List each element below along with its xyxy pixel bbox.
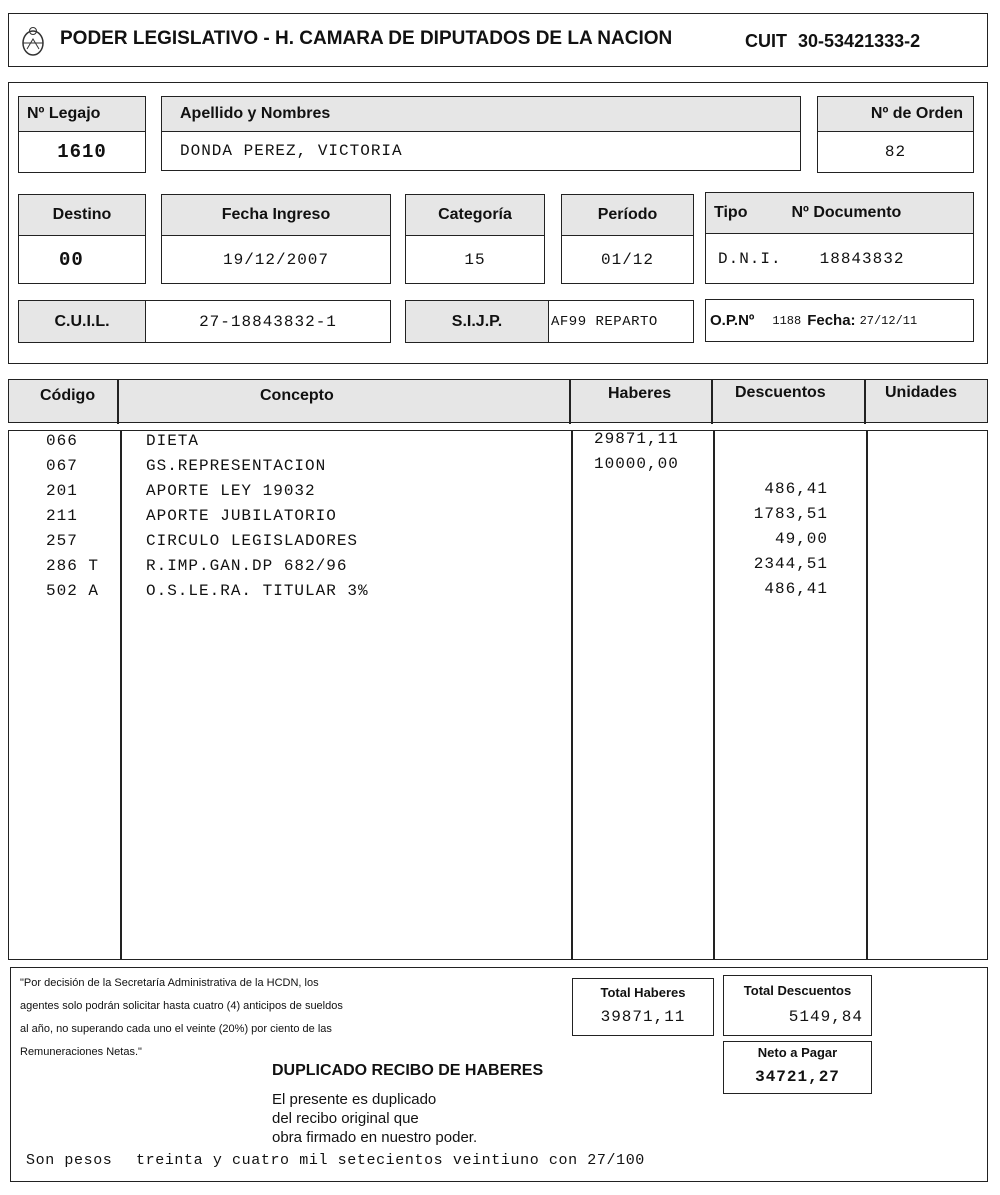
col-unidades-header: Unidades — [885, 384, 958, 401]
row-concepto: GS.REPRESENTACION — [146, 457, 327, 475]
documento-label: Nº Documento — [791, 204, 902, 221]
coat-of-arms-icon — [20, 25, 46, 57]
op-box — [705, 299, 974, 342]
son-pesos-value: treinta y cuatro mil setecientos veintiuno con 27/100 — [136, 1152, 645, 1169]
note-line: "Por decisión de la Secretaría Administrativa de la HCDN, los — [20, 977, 319, 989]
row-concepto: APORTE JUBILATORIO — [146, 507, 337, 525]
row-codigo: 066 — [46, 432, 78, 450]
col-divider — [864, 380, 866, 424]
row-descuentos: 1783,51 — [753, 505, 828, 523]
note-line: Remuneraciones Netas." — [20, 1046, 142, 1058]
orden-label: Nº de Orden — [817, 96, 974, 132]
row-descuentos: 2344,51 — [753, 555, 828, 573]
col-divider — [117, 380, 119, 424]
documento-header — [705, 192, 974, 234]
duplicado-line: El presente es duplicado — [272, 1091, 437, 1108]
neto-value: 34721,27 — [755, 1068, 840, 1086]
cuil-label: C.U.I.L. — [18, 300, 146, 343]
col-divider — [569, 380, 571, 424]
note-line: agentes solo podrán solicitar hasta cuatro (4) anticipos de sueldos — [20, 1000, 343, 1012]
fecha-label: Fecha: — [807, 312, 856, 329]
row-concepto: CIRCULO LEGISLADORES — [146, 532, 359, 550]
duplicado-text — [272, 1090, 477, 1147]
total-descuentos-value: 5149,84 — [788, 1008, 863, 1026]
nombre-label: Apellido y Nombres — [161, 96, 801, 132]
col-codigo-header: Código — [40, 387, 96, 404]
row-codigo: 286 T — [46, 557, 100, 575]
op-value: 1188 — [772, 313, 802, 328]
col-divider — [571, 430, 573, 960]
sijp-value: AF99 REPARTO — [548, 300, 694, 343]
institution-title: PODER LEGISLATIVO - H. CAMARA DE DIPUTADOS DE LA NACION — [60, 28, 673, 49]
col-descuentos-header: Descuentos — [735, 384, 826, 401]
ingreso-label: Fecha Ingreso — [161, 194, 391, 236]
sijp-label: S.I.J.P. — [405, 300, 549, 343]
cuit-value: 30-53421333-2 — [798, 31, 921, 51]
fecha-value: 27/12/11 — [859, 313, 918, 328]
op-label: O.P.Nº — [710, 312, 755, 329]
col-concepto-header: Concepto — [260, 387, 334, 404]
col-divider — [711, 380, 713, 424]
legajo-label: Nº Legajo — [18, 96, 146, 132]
cuit-label: CUIT — [745, 31, 787, 51]
row-codigo: 502 A — [46, 582, 100, 600]
note-line: al año, no superando cada uno el veinte (20%) por ciento de las — [20, 1023, 332, 1035]
destino-value: 00 — [18, 235, 146, 284]
row-codigo: 211 — [46, 507, 78, 525]
nombre-value: DONDA PEREZ, VICTORIA — [161, 131, 801, 171]
total-haberes-value: 39871,11 — [600, 1008, 686, 1026]
periodo-value: 01/12 — [561, 235, 694, 284]
ingreso-value: 19/12/2007 — [161, 235, 391, 284]
row-concepto: DIETA — [146, 432, 200, 450]
row-codigo: 201 — [46, 482, 78, 500]
son-pesos — [26, 1152, 645, 1169]
cuit — [745, 31, 920, 52]
destino-label: Destino — [18, 194, 146, 236]
total-haberes-label: Total Haberes — [600, 985, 686, 1000]
son-pesos-label: Son pesos — [26, 1152, 113, 1169]
table-header-bar — [8, 379, 988, 423]
row-descuentos: 49,00 — [774, 530, 828, 548]
tipo-value: D.N.I. — [718, 249, 782, 268]
categoria-label: Categoría — [405, 194, 545, 236]
categoria-value: 15 — [405, 235, 545, 284]
documento-value: 18843832 — [819, 249, 905, 268]
col-divider — [120, 430, 122, 960]
duplicado-line: obra firmado en nuestro poder. — [272, 1129, 478, 1146]
tipo-label: Tipo — [714, 204, 748, 221]
col-haberes-header: Haberes — [608, 385, 672, 402]
row-concepto: R.IMP.GAN.DP 682/96 — [146, 557, 348, 575]
row-haberes: 29871,11 — [594, 430, 679, 448]
cuil-value: 27-18843832-1 — [145, 300, 391, 343]
col-divider — [866, 430, 868, 960]
row-haberes: 10000,00 — [594, 455, 679, 473]
documento-value-box — [705, 233, 974, 284]
row-codigo: 067 — [46, 457, 78, 475]
row-concepto: APORTE LEY 19032 — [146, 482, 316, 500]
legajo-value: 1610 — [18, 131, 146, 173]
policy-note — [20, 972, 440, 1064]
row-concepto: O.S.LE.RA. TITULAR 3% — [146, 582, 369, 600]
duplicado-title: DUPLICADO RECIBO DE HABERES — [272, 1062, 544, 1079]
col-divider — [713, 430, 715, 960]
row-descuentos: 486,41 — [764, 580, 828, 598]
row-descuentos: 486,41 — [764, 480, 828, 498]
duplicado-line: del recibo original que — [272, 1110, 419, 1127]
orden-value: 82 — [817, 131, 974, 173]
row-codigo: 257 — [46, 532, 78, 550]
neto-label: Neto a Pagar — [757, 1045, 838, 1060]
total-descuentos-label: Total Descuentos — [743, 983, 852, 998]
periodo-label: Período — [561, 194, 694, 236]
